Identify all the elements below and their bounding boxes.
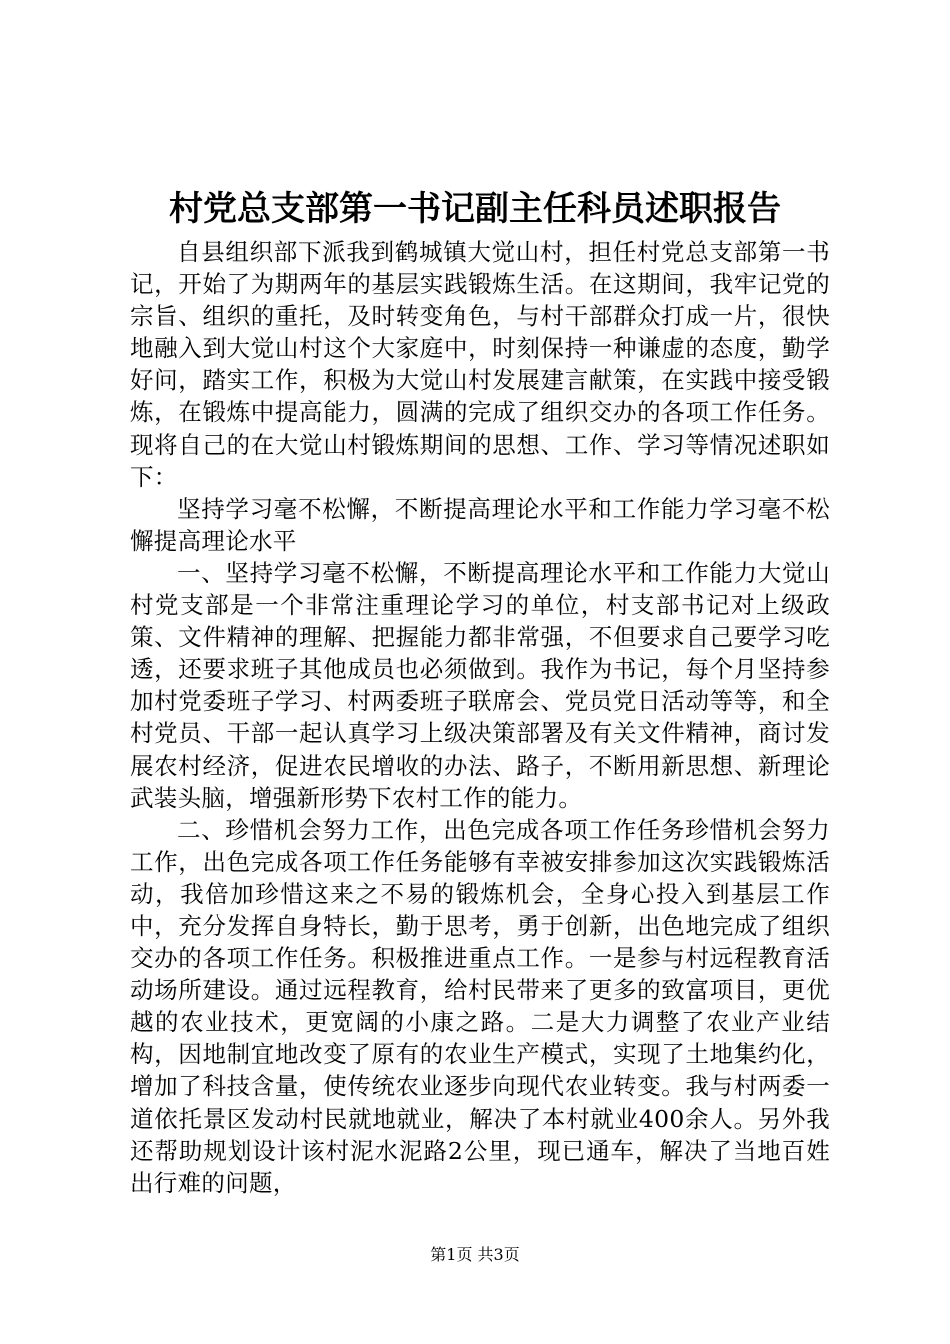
paragraph-heading-study: 坚持学习毫不松懈，不断提高理论水平和工作能力学习毫不松懈提高理论水平 [130, 494, 830, 555]
paragraph-intro: 自县组织部下派我到鹤城镇大觉山村，担任村党总支部第一书记，开始了为期两年的基层实践锻炼生活。在这期间，我牢记党的宗旨、组织的重托，及时转变角色，与村干部群众打成一片，很快地融入到大觉山村这个大家庭中，时刻保持一种谦虚的态度，勤学好问，踏实工作，积极为大觉山村发展建言献策，在实践中接受锻炼，在锻炼中提高能力，圆满的完成了组织交办的各项工作任务。现将自己的在大觉山村锻炼期间的思想、工作、学习等情况述职如下： [130, 238, 830, 491]
paragraph-section-one: 一、坚持学习毫不松懈，不断提高理论水平和工作能力大觉山村党支部是一个非常注重理论学习的单位，村支部书记对上级政策、文件精神的理解、把握能力都非常强，不但要求自己要学习吃透，还要求班子其他成员也必须做到。我作为书记，每个月坚持参加村党委班子学习、村两委班子联席会、党员党日活动等等，和全村党员、干部一起认真学习上级决策部署及有关文件精神，商讨发展农村经济，促进农民增收的办法、路子，不断用新思想、新理论武装头脑，增强新形势下农村工作的能力。 [130, 558, 830, 812]
paragraph-section-two: 二、珍惜机会努力工作，出色完成各项工作任务珍惜机会努力工作，出色完成各项工作任务能够有幸被安排参加这次实践锻炼活动，我倍加珍惜这来之不易的锻炼机会，全身心投入到基层工作中，充分发挥自身特长，勤于思考，勇于创新，出色地完成了组织交办的各项工作任务。积极推进重点工作。一是参与村远程教育活动场所建设。通过远程教育，给村民带来了更多的致富项目，更优越的农业技术，更宽阔的小康之路。二是大力调整了农业产业结构，因地制宜地改变了原有的农业生产模式，实现了土地集约化，增加了科技含量，使传统农业逐步向现代农业转变。我与村两委一道依托景区发动村民就地就业，解决了本村就业400余人。另外我还帮助规划设计该村泥水泥路2公里，现已通车，解决了当地百姓出行难的问题， [130, 815, 830, 1197]
document-body [130, 236, 830, 1199]
document-title: 村党总支部第一书记副主任科员述职报告 [169, 189, 781, 229]
page-footer: 第1页 共3页 [430, 1245, 520, 1264]
